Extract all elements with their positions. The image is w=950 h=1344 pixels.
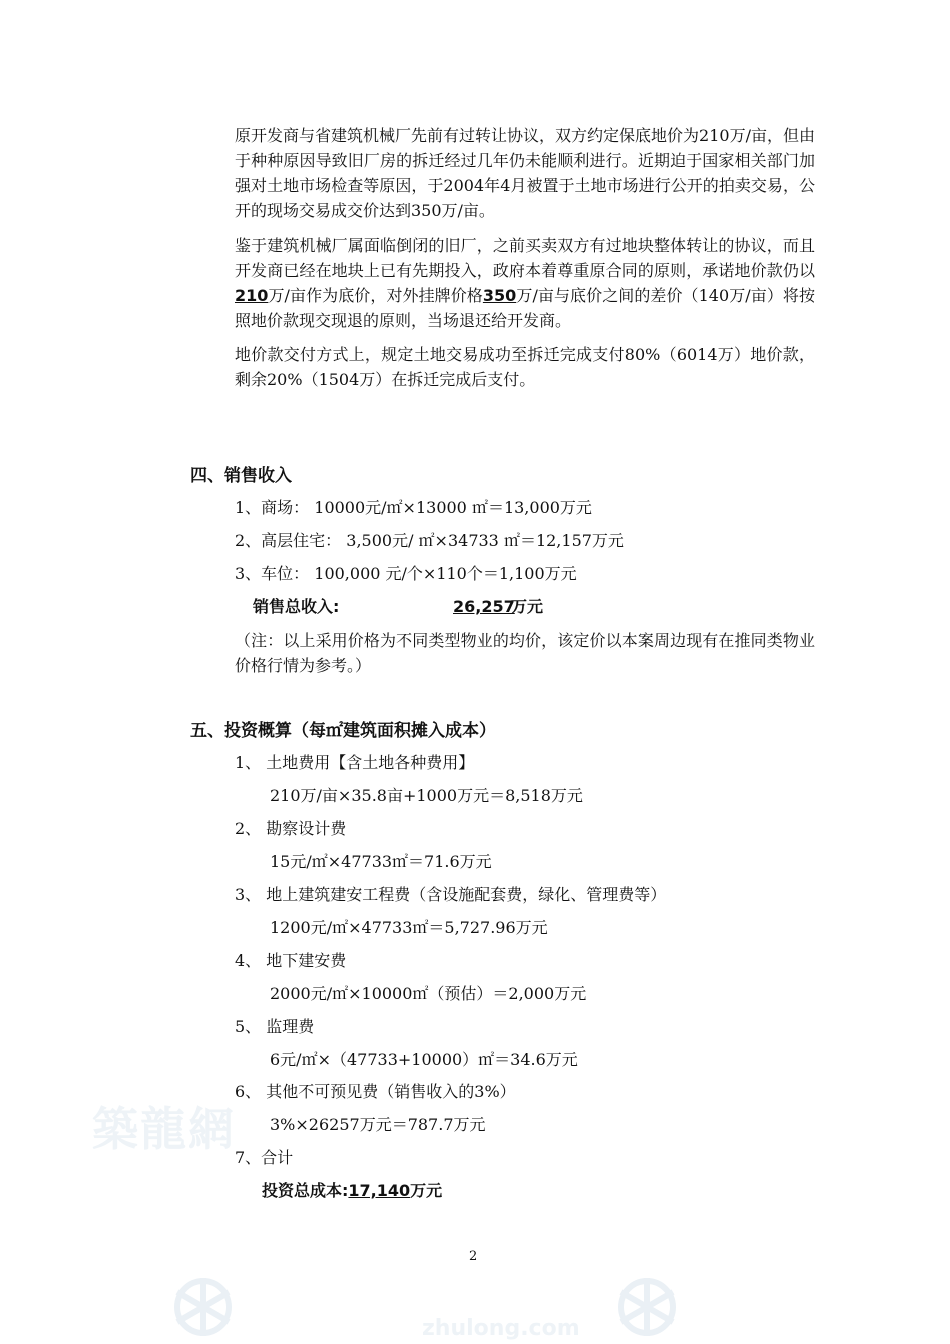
invest-item-calc: 15元/㎡×47733㎡＝71.6万元 [270,852,492,871]
invest-item-calc: 6元/㎡×（47733+10000）㎡＝34.6万元 [270,1050,578,1069]
sales-total-unit: 万元 [511,597,544,616]
watermark-site: zhulong.com [422,1316,580,1341]
sales-item: 3、车位： 100,000 元/个×110个＝1,100万元 [235,564,577,583]
watermark-snowflake-icon [612,1272,682,1342]
base-price-value: 210 [235,286,269,305]
invest-total-title: 7、合计 [235,1148,294,1167]
invest-item-title: 5、 监理费 [235,1017,315,1036]
land-paragraph-1: 原开发商与省建筑机械厂先前有过转让协议，双方约定保底地价为210万/亩，但由于种种原因导致旧厂房的拆迁经过几年仍未能顺利进行。近期迫于国家相关部门加强对土地市场检查等原因，于2004年4月被置于土地市场进行公开的拍卖交易，公开的现场交易成交价达到350万/亩。 [235,126,815,220]
land-paragraph-2-part: 鉴于建筑机械厂属面临倒闭的旧厂，之前买卖双方有过地块整体转让的协议，而且开发商已经在地块上已有先期投入，政府本着尊重原合同的原则，承诺地价款仍以 [235,236,815,280]
invest-item-title: 4、 地下建安费 [235,951,347,970]
sales-total-label: 销售总收入: [253,597,340,616]
sales-heading: 四、销售收入 [190,466,292,486]
land-paragraph-2 [235,233,815,333]
sales-total [253,597,544,617]
invest-total-unit: 万元 [410,1181,443,1200]
land-paragraph-3: 地价款交付方式上，规定土地交易成功至拆迁完成支付80%（6014万）地价款，剩余20%（1504万）在拆迁完成后支付。 [235,345,815,389]
sales-note: （注：以上采用价格为不同类型物业的均价，该定价以本案周边现有在推同类物业价格行情为参考。） [235,631,815,675]
invest-item-calc: 3%×26257万元＝787.7万元 [270,1115,486,1134]
watermark-snowflake-icon [168,1272,238,1342]
invest-total-label: 投资总成本: [262,1181,349,1200]
invest-item-calc: 210万/亩×35.8亩+1000万元＝8,518万元 [270,786,583,805]
sales-item: 1、商场： 10000元/㎡×13000 ㎡＝13,000万元 [235,498,592,517]
watermark-seal: 築龍網 [92,1102,236,1156]
invest-total [262,1181,442,1201]
land-paragraph-2-part: 万/亩作为底价，对外挂牌价格 [268,286,483,305]
invest-item-title: 6、 其他不可预见费（销售收入的3%） [235,1082,516,1101]
listing-price-value: 350 [482,286,517,305]
invest-item-title: 1、 土地费用【含土地各种费用】 [235,753,475,772]
invest-total-value: 17,140 [348,1181,411,1200]
invest-item-calc: 1200元/㎡×47733㎡＝5,727.96万元 [270,918,548,937]
land-paragraph-2-part: 万/亩与底价之间的差价（140万/亩）将按照地价款现交现退的原则，当场退还给开发商。 [235,286,815,330]
sales-total-value: 26,257 [453,597,515,616]
invest-item-calc: 2000元/㎡×10000㎡（预估）＝2,000万元 [270,984,587,1003]
sales-item: 2、高层住宅： 3,500元/ ㎡×34733 ㎡＝12,157万元 [235,531,624,550]
invest-item-title: 2、 勘察设计费 [235,819,347,838]
invest-item-title: 3、 地上建筑建安工程费（含设施配套费，绿化、管理费等） [235,885,667,904]
invest-heading: 五、投资概算（每㎡建筑面积摊入成本） [190,721,496,741]
page-number: 2 [469,1249,478,1264]
